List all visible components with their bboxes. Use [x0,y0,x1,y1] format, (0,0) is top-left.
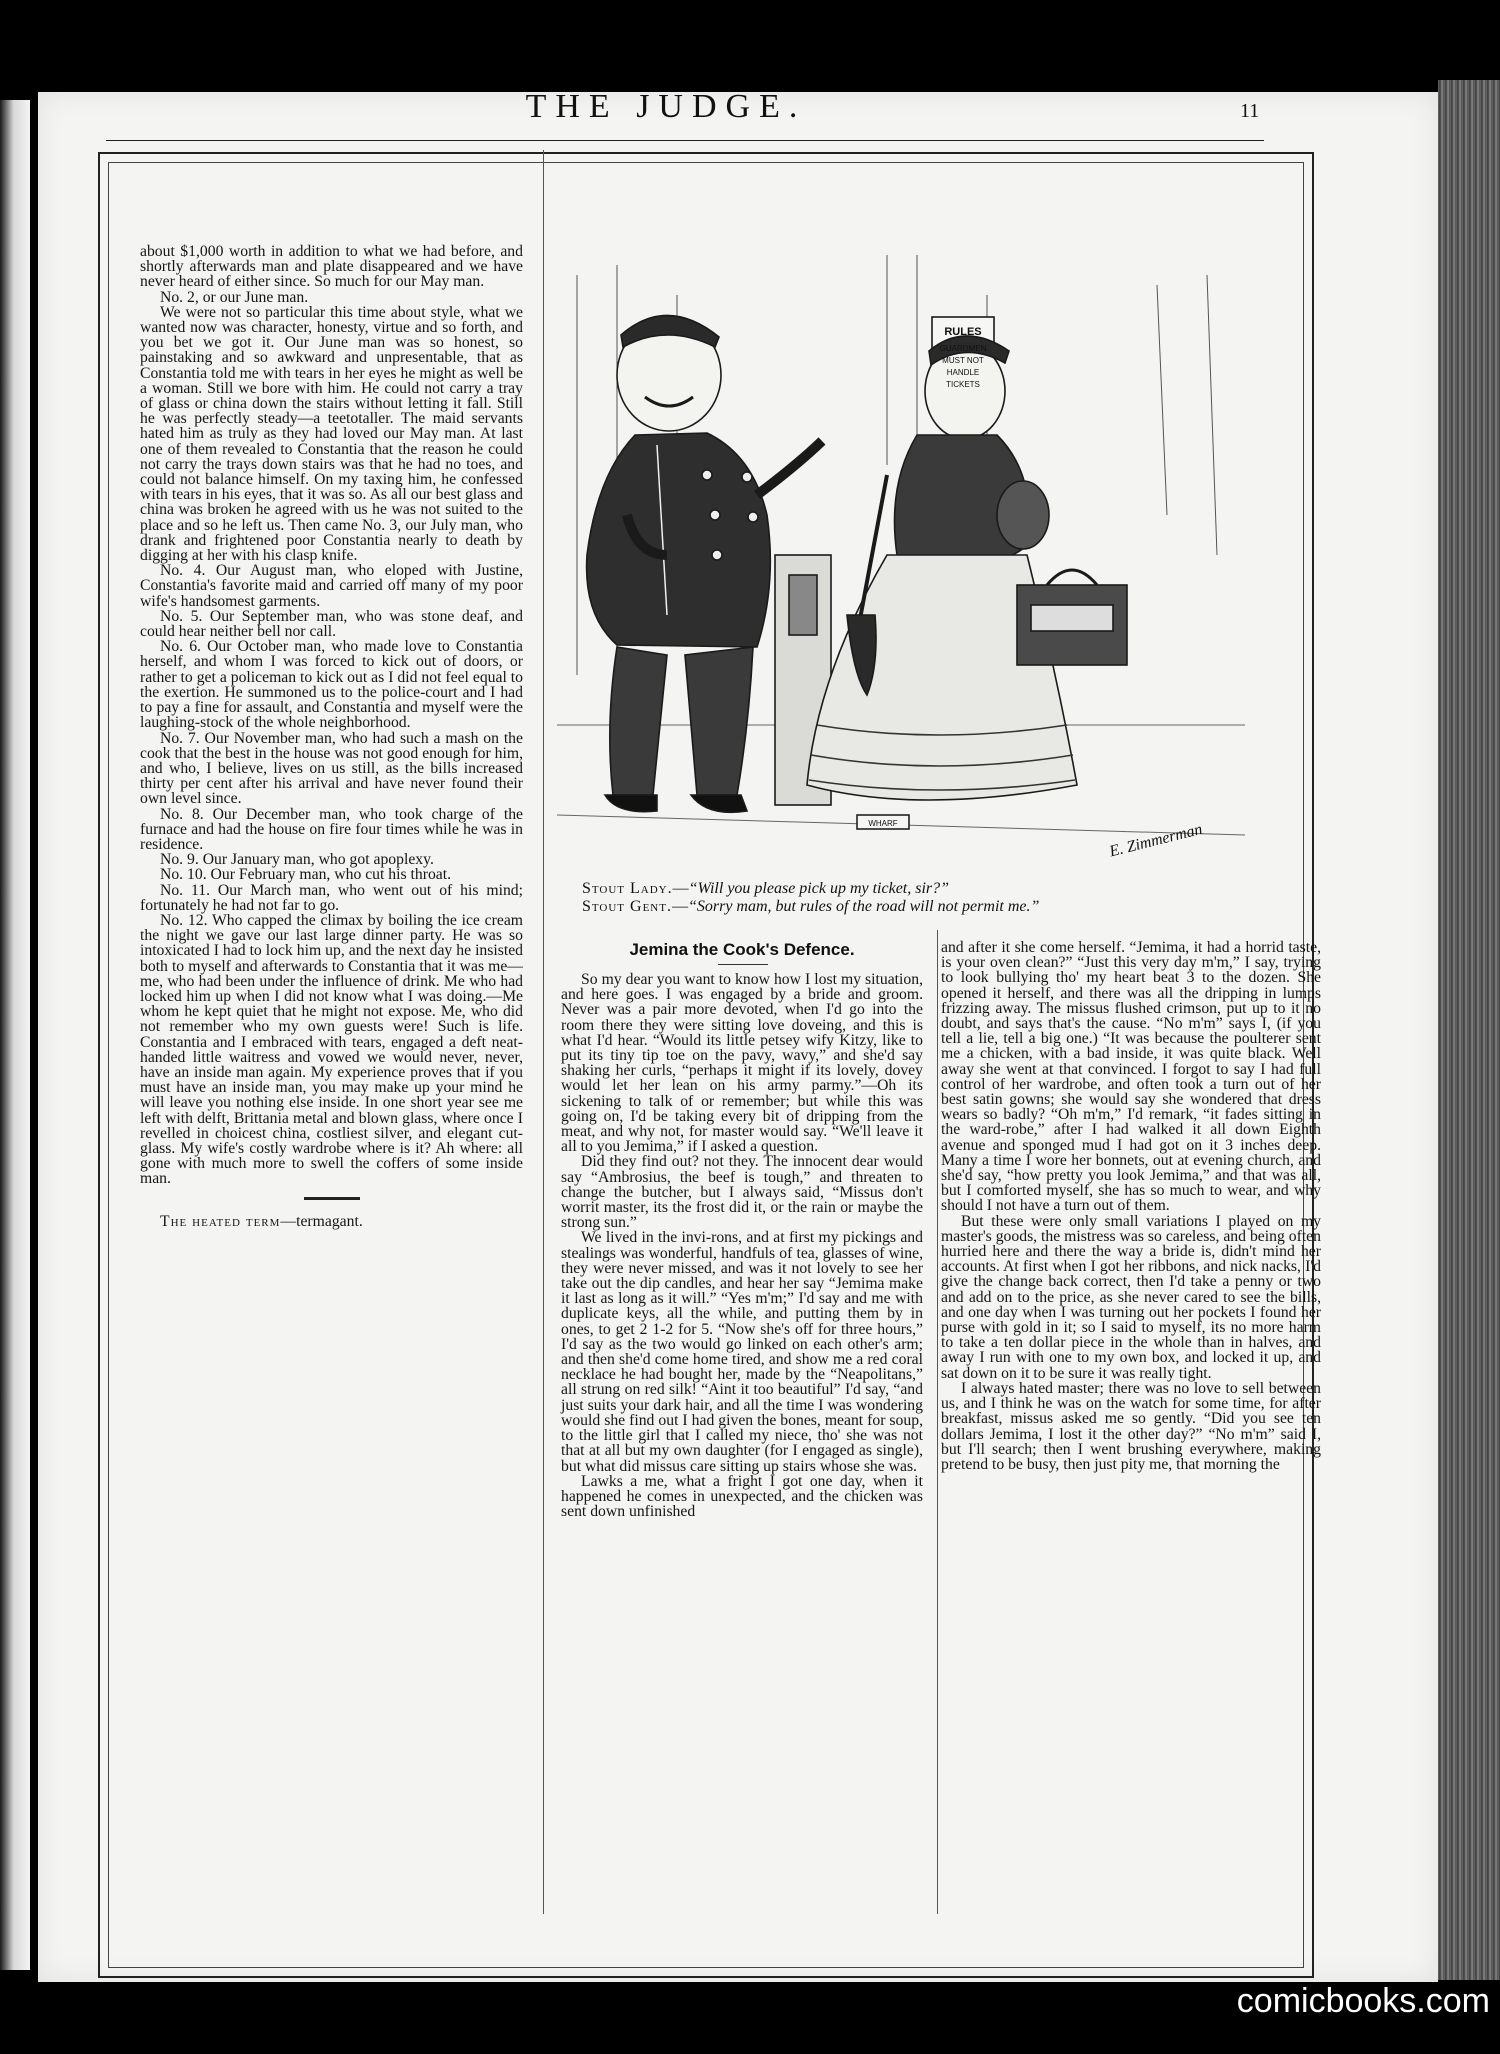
col1-paragraph: No. 12. Who capped the climax by boiling the ice cream the night we gave our last large dinner party. He was so intoxicated I had to lock him up, and the next day he insisted both to myself and afterwards to Constantia that it was me—me, who had been under the influence of drink. Me who had locked him up when I did not know what I was doing.—Me whom he kept quiet that he might not expose. Me, who did not remember who my own guests were! Such is life. Constantia and I embraced with tears, engaged a deft neat-handed little waitress and vowed we would never, never, have an inside man again. My experience proves that if you must have an inside man, you may make up your mind he will leave you nothing else inside. In one short year see me left with delft, Brittania metal and blown glass, where once I revelled in choicest china, costliest silver, and elegant cut-glass. My wife's costly wardrobe where is it? Ah where: all gone with much more to swell the coffers of some inside man. [140,911,523,1188]
sign-text-line: TICKETS [946,380,980,389]
col2-paragraph: So my dear you want to know how I lost my situation, and here goes. I was engaged by a bride and groom. Never was a pair more devoted, when I'd go into the room there they were sitting love doveing, and this is what I'd hear. “Would its little petsey wify Kitzy, like to put its tiny tip toe on the pavy, wavy,” and she'd say shaking her curls, “perhaps it might if its lovely, dovey would let her lean on his army parmy.”—Oh its sickening to talk of or remember; but while this was going on, I'd be taking every bit of dripping from the meat, and why not, for master would say. “We'll leave it all to you Jemima,” if I asked a question. [561,971,923,1156]
col2-paragraph: We lived in the invi-rons, and at first my pickings and stealings was wonderful, handfuls of tea, glasses of wine, they were never missed, and was it not lovely to see her take out the dip candles, and hear her say “Jemima make it last as long as it will.” “Yes m'm;” I'd say and me with duplicate keys, all the while, and putting them by in ones, to get 2 1-2 for 5. “Now she's off for three hours,” I'd say as the two would go linked on each other's arm; and then she'd come home tired, and show me a red coral necklace he had bought her, made by the “Neapolitans,” all strung on red silk! “Aint it too beautiful” I'd say, “and just suits your dark hair, and all the time I was wondering would she find out I had given the bones, meant for soup, to the little girl that I called my niece, tho' she was not that at all but my own daughter (for I engaged as single), but what did missus care sitting up stairs whose she was. [561,1229,923,1475]
sign-text-line: RULES [944,326,982,338]
col3-paragraph: and after it she come herself. “Jemima, it had a horrid taste, is your oven clean?” “Just this very day m'm,” I say, trying to look bullying tho' my heart beat 3 to the dozen. She opened it herself, and there was all the dripping in lumps frizzing away. The missus flushed crimson, put up to it no doubt, and says that's the cause. “No m'm” says I, (if you tell a lie, tell a big one.) “It was because the poulterer sent me a chicken, with a bad inside, it was quite black. Well away she went at that convinced. I forgot to say I had full control of her wardrobe, and often took a turn out of her best satin gowns; she would say she wondered that dress wears so badly? “Oh m'm,” I'd remark, “it fades sitting in the ward-robe,” after I had walked it all down Eighth avenue and sponged mud I had got on it 3 inches deep. Many a time I wore her bonnets, out at evening church, and she'd say, “how pretty you look Jemima,” and that was all, but I comforted myself, she has so much to wear, and why should I not have a turn out of them. [941,939,1321,1215]
column-three [941,940,1321,1472]
book-page-stack [1438,80,1500,1980]
col1-paragraph: No. 7. Our November man, who had such a mash on the cook that the best in the house was not good enough for him, and who, I believe, lives on us still, as the bills increased thirty per cent after his arrival and have never found their own level since. [140,729,523,808]
artist-signature: E. Zimmerman [1107,820,1205,861]
col3-paragraph: I always hated master; there was no love to sell between us, and I think he was on the watch for some time, for after breakfast, missus asked me so gently. “Did you see ten dollars Jemima, I lost it the other day?” “No m'm” said I, but I'll search; then I went brushing everywhere, making pretend to be busy, then just pity me, that morning the [941,1379,1321,1473]
sign-text-line: GUARDMEN [939,344,987,353]
col1-paragraph: No. 9. Our January man, who got apoplexy. [160,851,434,869]
caption-quote: “Will you please pick up my ticket, sir?” [688,880,950,897]
caption-speaker: Stout Lady. [582,880,673,897]
col1-paragraph: No. 10. Our February man, who cut his throat. [160,866,452,884]
facing-page-edge [0,100,30,1970]
col1-paragraph: No. 5. Our September man, who was stone deaf, and could hear neither bell nor call. [140,607,523,641]
col2-paragraph: Did they find out? not they. The innocent dear would say “Ambrosius, the beef is tough,” and threaten to change the butcher, but I always said, “Missus don't worrit master, its the frost did it, or the rain or maybe the strong sun.” [561,1153,923,1232]
col3-paragraph: But these were only small variations I played on my master's goods, the mistress was so careless, and being often hurried here and there the way a bride is, didn't mind her accounts. At first when I got her ribbons, and nick nacks, I'd give the change back correct, then I'd take a penny or two and add on to the price, as she never cared to see the bills, and one day when I was turning out her pockets I found her purse with gold in it; so I said to myself, its no more harm to take a ten dollar piece in the whole than in halves, and away I run with one to my own box, and locked it up, and sat down on it to be sure it was really tight. [941,1212,1321,1382]
col1-paragraph: No. 4. Our August man, who eloped with Justine, Constantia's favorite maid and carried off many of my poor wife's handsomest garments. [140,562,523,610]
col1-paragraph: No. 2, or our June man. [160,288,309,306]
column-two [561,972,923,1519]
watermark: comicbooks.com [1236,1982,1490,2020]
page-number: 11 [1240,100,1260,122]
col1-paragraph: No. 8. Our December man, who took charge of the furnace and had the house on fire four times while he was in residence. [140,805,523,853]
col1-paragraph: No. 11. Our March man, who went out of his mind; fortunately he had not far to go. [140,881,523,914]
article-title: Jemina the Cook's Defence. [629,940,855,959]
illustration-caption [582,880,1242,916]
column-one [140,244,523,1229]
sign-text-line: MUST NOT [942,356,984,365]
col1-paragraph: No. 6. Our October man, who made love to Constantia herself, and whom I was forced to kick out of doors, or rather to get a policeman to kick out as I did not feel equal to the exertion. He summoned us to the police-court and I had to pay a fine for assault, and Constantia and myself were the laughing-stock of the whole neighborhood. [140,638,523,732]
caption-line: Stout Lady.—“Will you please pick up my ticket, sir?” [582,880,950,897]
footnote-definition: —termagant. [280,1212,363,1230]
caption-quote: “Sorry mam, but rules of the road will not permit me.” [687,898,1040,915]
caption-line: Stout Gent.—“Sorry mam, but rules of the road will not permit me.” [582,898,1040,915]
title-rule [718,964,768,965]
column-divider-right [937,930,938,1914]
ticket-label: WHARF [868,819,898,828]
caption-speaker: Stout Gent. [582,898,672,915]
masthead-rule [106,140,1264,141]
column-divider-left [543,150,544,1914]
masthead: THE JUDGE. [525,88,807,125]
footnote-term: The heated term [160,1212,281,1230]
col1-paragraph: about $1,000 worth in addition to what we had before, and shortly afterwards man and plate disappeared and we have never heard of either since. So much for our May man. [140,243,523,291]
cartoon-illustration [557,255,1245,870]
end-rule [304,1197,360,1200]
col1-paragraph: We were not so particular this time about style, what we wanted now was character, honesty, virtue and so forth, and you bet we got it. Our June man was so honest, so painstaking and so awkward and unpresentable, that as Constantia told me with tears in her eyes he might as well be a woman. Still we bore with him. He could not carry a tray of glass or china down the stairs without letting it fall. Still he was perfectly steady—a teetotaller. The maid servants hated him as truly as they had loved our May man. At last one of them revealed to Constantia that the reason he could not carry the trays down stairs was that he had no toes, and could not balance himself. On my taxing him, he confessed with tears in his eyes, that it was so. As all our best glass and china was broken he agreed with us he was not suited to the place and so he left us. Then came No. 3, our July man, who drank and frightened poor Constantia nearly to death by digging at her with his clasp knife. [140,303,523,565]
footnote [140,1214,523,1229]
col2-paragraph: Lawks a me, what a fright I got one day, when it happened he comes in unexpected, and the chicken was sent down unfinished [561,1472,923,1521]
sign-text-line: HANDLE [946,368,980,377]
